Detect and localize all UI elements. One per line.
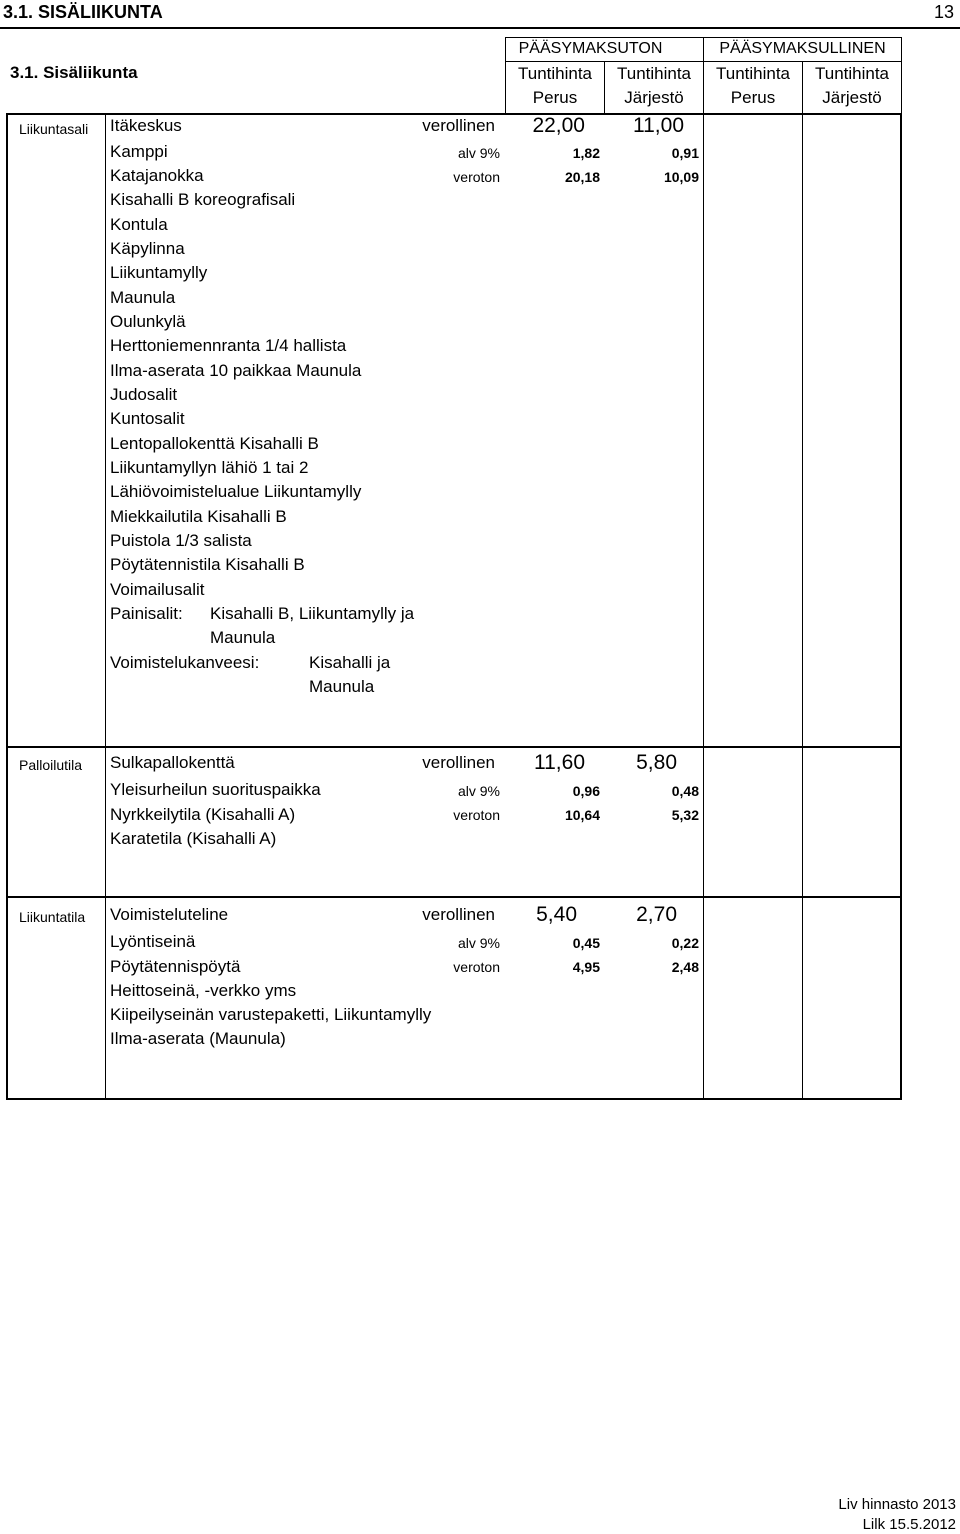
price-jarjesto: 2,48	[671, 959, 699, 975]
vat-label: veroton	[453, 959, 500, 975]
vat-label: verollinen	[422, 905, 495, 924]
vat-label: alv 9%	[457, 783, 500, 799]
category-liikuntasali: Liikuntasali	[19, 121, 89, 137]
list-item: Maunula	[110, 288, 176, 307]
list-item: Voimisteluteline	[110, 905, 229, 924]
price-perus: 4,95	[572, 959, 600, 975]
vat-label: veroton	[453, 807, 500, 823]
list-item: Kisahalli B koreografisali	[110, 190, 296, 209]
price-jarjesto: 5,32	[671, 807, 699, 823]
table-title: 3.1. Sisäliikunta	[10, 63, 138, 82]
list-item: Kontula	[110, 215, 168, 234]
price-perus: 1,82	[572, 145, 600, 161]
list-item: Ilma-aserata 10 paikkaa Maunula	[110, 361, 362, 380]
col-header-3-line1: Tuntihinta	[715, 64, 791, 83]
list-item: Nyrkkeilytila (Kisahalli A)	[110, 805, 296, 824]
vat-label: verollinen	[422, 753, 495, 772]
col-header-4-line2: Järjestö	[822, 88, 882, 107]
list-item: Liikuntamylly	[110, 263, 208, 282]
category-palloilutila: Palloilutila	[19, 757, 83, 773]
vat-label: verollinen	[422, 116, 495, 135]
list-item: Judosalit	[110, 385, 178, 404]
col-header-1-line2: Perus	[532, 88, 578, 107]
list-item: Lyöntiseinä	[110, 932, 196, 951]
extra-value-kanveesi: Kisahalli ja	[309, 653, 391, 672]
list-item: Yleisurheilun suorituspaikka	[110, 780, 321, 799]
list-item: Pöytätennispöytä	[110, 957, 241, 976]
list-item: Herttoniemennranta 1/4 hallista	[110, 336, 347, 355]
price-jarjesto: 0,91	[671, 145, 699, 161]
footer-line-1: Liv hinnasto 2013	[838, 1496, 956, 1513]
list-item: Kamppi	[110, 142, 168, 161]
list-item: Voimailusalit	[110, 580, 205, 599]
list-item: Katajanokka	[110, 166, 204, 185]
extra-value-painisalit-cont: Maunula	[210, 628, 276, 647]
category-liikuntatila: Liikuntatila	[19, 909, 86, 925]
list-item: Oulunkylä	[110, 312, 186, 331]
page-number: 13	[934, 2, 955, 22]
footer-line-2: Lilk 15.5.2012	[862, 1516, 956, 1533]
list-item: Heittoseinä, -verkko yms	[110, 981, 297, 1000]
price-perus: 10,64	[564, 807, 600, 823]
list-item: Miekkailutila Kisahalli B	[110, 507, 287, 526]
price-jarjesto: 10,09	[663, 169, 699, 185]
price-perus: 20,18	[564, 169, 600, 185]
list-item: Sulkapallokenttä	[110, 753, 235, 772]
list-item: Liikuntamyllyn lähiö 1 tai 2	[110, 458, 309, 477]
price-perus: 5,40	[536, 903, 577, 926]
price-jarjesto: 5,80	[636, 751, 677, 774]
price-jarjesto: 0,48	[671, 783, 699, 799]
list-item: Kuntosalit	[110, 409, 185, 428]
price-jarjesto: 2,70	[636, 903, 677, 926]
list-item: Käpylinna	[110, 239, 185, 258]
list-item: Puistola 1/3 salista	[110, 531, 252, 550]
list-item: Ilma-aserata (Maunula)	[110, 1029, 286, 1048]
price-perus: 0,96	[572, 783, 600, 799]
price-perus: 22,00	[532, 114, 585, 137]
list-item: Lentopallokenttä Kisahalli B	[110, 434, 319, 453]
group-header-free: PÄÄSYMAKSUTON	[518, 40, 663, 57]
vat-label: alv 9%	[457, 145, 500, 161]
list-item: Pöytätennistila Kisahalli B	[110, 555, 305, 574]
col-header-2-line1: Tuntihinta	[616, 64, 692, 83]
price-perus: 11,60	[534, 751, 585, 774]
header-rule	[0, 27, 960, 29]
group-header-paid: PÄÄSYMAKSULLINEN	[719, 40, 886, 57]
col-header-4-line1: Tuntihinta	[814, 64, 890, 83]
list-item: Itäkeskus	[110, 116, 182, 135]
vat-label: alv 9%	[457, 935, 500, 951]
price-perus: 0,45	[572, 935, 600, 951]
extra-value-kanveesi-cont: Maunula	[309, 677, 375, 696]
col-header-2-line2: Järjestö	[624, 88, 684, 107]
col-header-1-line1: Tuntihinta	[517, 64, 593, 83]
list-item: Karatetila (Kisahalli A)	[110, 829, 277, 848]
extra-label-painisalit: Painisalit:	[110, 604, 183, 623]
price-jarjesto: 11,00	[633, 114, 684, 137]
price-jarjesto: 0,22	[671, 935, 699, 951]
list-item: Lähiövoimistelualue Liikuntamylly	[110, 482, 362, 501]
vat-label: veroton	[453, 169, 500, 185]
col-header-3-line2: Perus	[730, 88, 776, 107]
extra-label-kanveesi: Voimistelukanveesi:	[110, 653, 260, 672]
extra-value-painisalit: Kisahalli B, Liikuntamylly ja	[210, 604, 415, 623]
page-header-title: 3.1. SISÄLIIKUNTA	[3, 2, 163, 22]
list-item: Kiipeilyseinän varustepaketti, Liikuntamylly	[110, 1005, 432, 1024]
